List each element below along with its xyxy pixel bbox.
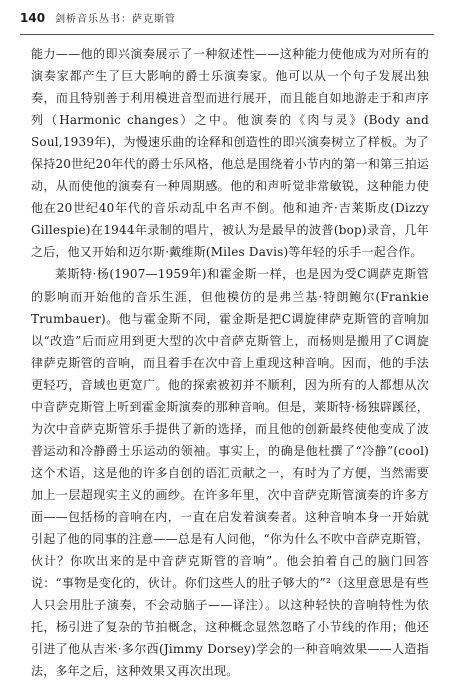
header-rule (20, 34, 434, 35)
body-paragraph-2: 莱斯特·杨(1907—1959年)和霍金斯一样，也是因为受C调萨克斯管的影响而开始他的音乐生涯，但他模仿的是弗兰基·特朗鲍尔(Frankie Trumbauer)。他与霍金斯不同，霍金斯是把C调旋律萨克斯管的音响加以“改造”后而应用到更大型的次中音萨克斯管上，而杨则是搬用了C调旋律萨克斯管的音响，而且着手在次中音上重现这种音响。因而，他的手法更轻巧，音域也更宽广。他的探索被初并不顺利，因为所有的人都想从次中音萨克斯管上听到霍金斯演奏的那种音响。但是，莱斯特·杨独辟蹊径，为次中音萨克斯管乐手提供了新的选择，而且他的创新最终使他变成了波普运动和冷静爵士乐运动的领袖。事实上，的确是他杜撰了“冷静”(cool)这个术语，这是他的许多自创的语汇贡献之一，有时为了方便，当然需要加上一层超现实主义的画纱。在许多年里，次中音萨克斯管演奏的许多方面——包括杨的音响在内，一直在启发着演奏者。这种音响本身一开始就引起了他的同事的注意——总是有人问他，“你为什么不吹中音萨克斯管，伙计？你吹出来的是中音萨克斯管的音响”。他会拍着自己的脑门回答说：“事物是变化的，伙计。你们这些人的肚子够大的”²（这里意思是有些人只会用肚子演奏，不会动脑子——译注）。以这种轻快的音响特性为依托，杨引进了复杂的节拍概念，这种概念显然忽略了小节线的作用；他还引进了他从吉米·多尔西(Jimmy Dorsey)学会的一种音响效果——人造指法，多年之后，这种效果又再次出现。 (31, 267, 429, 679)
page-number: 140 (20, 11, 46, 25)
page-header (20, 10, 434, 32)
page-body (31, 43, 429, 682)
running-title: 剑桥音乐丛书：萨克斯管 (55, 14, 177, 25)
body-paragraph-1: 能力——他的即兴演奏展示了一种叙述性——这种能力使他成为对所有的演奏家都产生了巨大影响的爵士乐演奏家。他可以从一个句子发展出独奏，而且特别善于利用模进音型而进行展开，而且能自如地游走于和声序列（Harmonic changes）之中。他演奏的《肉与灵》(Body and Soul,1939年)，为慢速乐曲的诠释和创造性的即兴演奏树立了样板。为了保持20世纪20年代的爵士乐风格，他总是围绕着小节内的第一和第三拍运动，从而使他的演奏有一种周期感。他的和声听觉非常敏锐，这种能力使他在20世纪40年代的音乐动乱中名声不倒。他和迪齐·吉莱斯皮(Dizzy Gillespie)在1944年录制的唱片，被认为是最早的波普(bop)录音，几年之后，他又开始和迈尔斯·戴维斯(Miles Davis)等年轻的乐手一起合作。 (31, 47, 429, 260)
